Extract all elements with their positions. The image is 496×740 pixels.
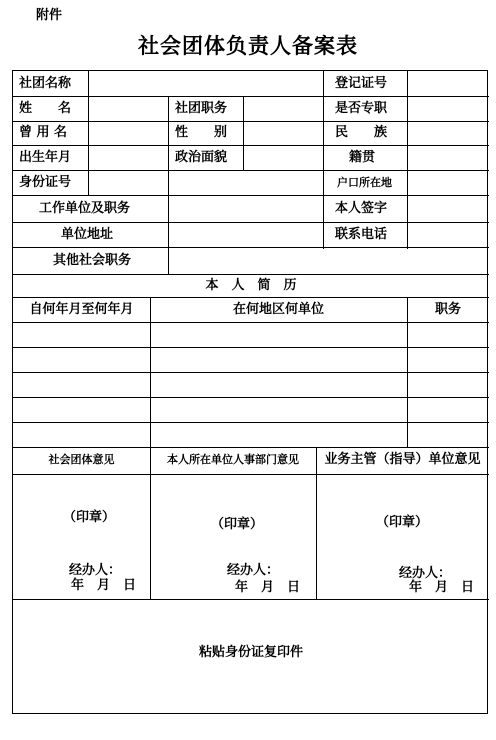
date-supervisor: 年 月 日 bbox=[409, 580, 475, 595]
phone-label: 联系电话 bbox=[335, 227, 388, 242]
other-positions-label: 其他社会职务 bbox=[53, 253, 132, 268]
date-org: 年 月 日 bbox=[71, 578, 137, 593]
id-copy-area-label: 粘贴身份证复印件 bbox=[198, 645, 303, 660]
registration-form bbox=[12, 70, 488, 714]
handler-supervisor: 经办人： bbox=[399, 566, 452, 581]
handler-personnel: 经办人： bbox=[227, 563, 280, 578]
form-title: 社会团体负责人备案表 bbox=[138, 33, 358, 58]
hukou-label: 户口所在地 bbox=[337, 176, 392, 189]
political-label: 政治面貌 bbox=[175, 150, 228, 165]
work-unit-label: 工作单位及职务 bbox=[39, 201, 131, 216]
birth-label: 出生年月 bbox=[19, 150, 72, 165]
gender-label: 性 别 bbox=[175, 125, 228, 140]
native-place-label: 籍贯 bbox=[349, 150, 376, 165]
attachment-label: 附件 bbox=[36, 8, 63, 23]
personnel-opinion-title: 本人所在单位人事部门意见 bbox=[167, 453, 299, 466]
supervisor-opinion-title: 业务主管（指导）单位意见 bbox=[324, 452, 481, 467]
id-number-label: 身份证号 bbox=[19, 175, 72, 190]
unit-header: 在何地区何单位 bbox=[232, 302, 324, 317]
handler-org: 经办人： bbox=[69, 563, 122, 578]
former-name-label: 曾 用 名 bbox=[19, 125, 68, 140]
full-time-label: 是否专职 bbox=[335, 101, 388, 116]
signature-label: 本人签字 bbox=[335, 201, 388, 216]
reg-no-label: 登记证号 bbox=[335, 76, 388, 91]
org-opinion-title: 社会团体意见 bbox=[48, 453, 115, 466]
org-position-label: 社团职务 bbox=[175, 101, 228, 116]
date-personnel: 年 月 日 bbox=[235, 580, 301, 595]
unit-address-label: 单位地址 bbox=[61, 227, 114, 242]
duty-header: 职务 bbox=[434, 302, 461, 317]
ethnicity-label: 民 族 bbox=[335, 125, 388, 140]
org-name-label: 社团名称 bbox=[19, 76, 72, 91]
seal-org: （印章） bbox=[63, 510, 116, 525]
resume-heading: 本 人 简 历 bbox=[205, 278, 297, 293]
seal-personnel: （印章） bbox=[211, 517, 264, 532]
seal-supervisor: （印章） bbox=[376, 515, 429, 530]
period-header: 自何年月至何年月 bbox=[29, 302, 134, 317]
name-label: 姓 名 bbox=[19, 101, 72, 116]
